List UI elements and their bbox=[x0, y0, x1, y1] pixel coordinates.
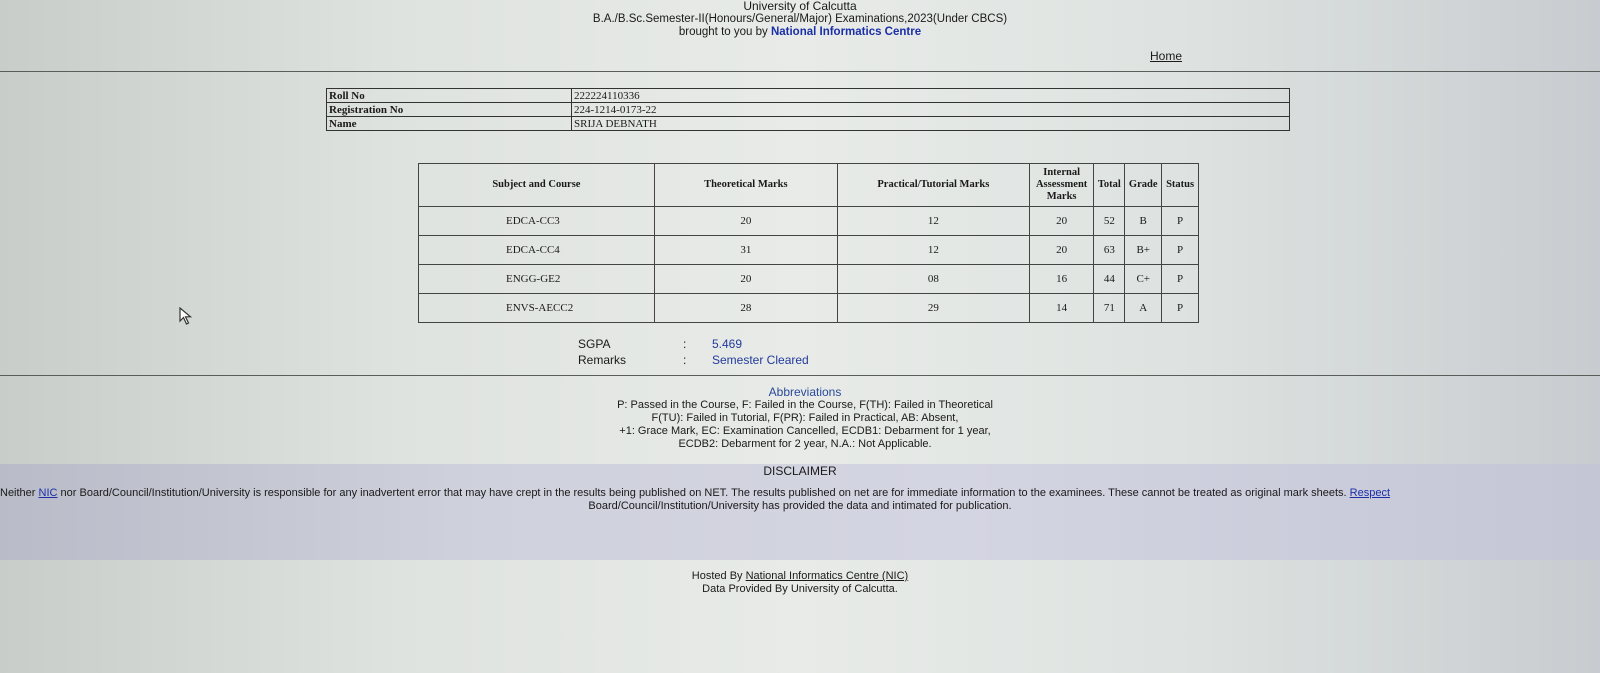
internal-cell: 20 bbox=[1029, 207, 1094, 236]
internal-cell: 14 bbox=[1029, 294, 1094, 323]
theory-cell: 20 bbox=[654, 207, 837, 236]
home-link[interactable]: Home bbox=[1150, 49, 1183, 63]
marks-table bbox=[418, 163, 1199, 323]
result-divider bbox=[0, 375, 1600, 376]
sgpa-label: SGPA bbox=[578, 337, 611, 351]
nic-disclaimer-link[interactable]: NIC bbox=[38, 487, 58, 499]
abbreviations-line: ECDB2: Debarment for 2 year, N.A.: Not Applicable. bbox=[678, 438, 932, 450]
col-total: Total bbox=[1094, 164, 1125, 207]
student-info-table bbox=[326, 88, 1290, 131]
table-row bbox=[419, 265, 1199, 294]
subject-cell: ENGG-GE2 bbox=[419, 265, 655, 294]
page-footer bbox=[0, 570, 1600, 596]
header-divider bbox=[0, 71, 1600, 72]
name-value: SRIJA DEBNATH bbox=[572, 117, 1290, 131]
internal-cell: 16 bbox=[1029, 265, 1094, 294]
status-cell: P bbox=[1162, 294, 1199, 323]
practical-cell: 29 bbox=[837, 294, 1029, 323]
abbreviations bbox=[400, 386, 1210, 451]
remarks-value: Semester Cleared bbox=[712, 353, 809, 367]
table-row bbox=[419, 294, 1199, 323]
disclaimer-pre: Neither bbox=[0, 487, 39, 499]
table-row bbox=[327, 103, 1290, 117]
nic-footer-link[interactable]: National Informatics Centre (NIC) bbox=[745, 570, 909, 582]
remarks-label: Remarks bbox=[578, 353, 627, 367]
total-cell: 52 bbox=[1094, 207, 1125, 236]
result-labels bbox=[578, 336, 626, 368]
abbreviations-title: Abbreviations bbox=[768, 385, 842, 399]
practical-cell: 12 bbox=[837, 236, 1029, 265]
total-cell: 63 bbox=[1094, 236, 1125, 265]
disclaimer-text bbox=[0, 487, 1600, 500]
theory-cell: 28 bbox=[654, 294, 837, 323]
col-theoretical: Theoretical Marks bbox=[654, 164, 837, 207]
sgpa-sep: : bbox=[683, 337, 687, 351]
status-cell: P bbox=[1162, 265, 1199, 294]
col-internal: Internal Assessment Marks bbox=[1029, 164, 1094, 207]
disclaimer-band bbox=[0, 464, 1600, 560]
table-row bbox=[327, 117, 1290, 131]
disclaimer-title: DISCLAIMER bbox=[763, 464, 837, 478]
abbreviations-line: F(TU): Failed in Tutorial, F(PR): Failed in Practical, AB: Absent, bbox=[651, 412, 959, 424]
grade-cell: B bbox=[1125, 207, 1162, 236]
theory-cell: 31 bbox=[654, 236, 837, 265]
status-cell: P bbox=[1162, 236, 1199, 265]
disclaimer-text-line2: Board/Council/Institution/University has provided the data and intimated for publication. bbox=[588, 500, 1012, 512]
registration-value: 224-1214-0173-22 bbox=[572, 103, 1290, 117]
status-cell: P bbox=[1162, 207, 1199, 236]
respect-link[interactable]: Respect bbox=[1349, 487, 1391, 499]
total-cell: 71 bbox=[1094, 294, 1125, 323]
col-status: Status bbox=[1162, 164, 1199, 207]
table-row bbox=[419, 207, 1199, 236]
grade-cell: B+ bbox=[1125, 236, 1162, 265]
roll-label: Roll No bbox=[327, 89, 572, 103]
col-practical: Practical/Tutorial Marks bbox=[837, 164, 1029, 207]
remarks-sep: : bbox=[683, 353, 687, 367]
internal-cell: 20 bbox=[1029, 236, 1094, 265]
sgpa-value: 5.469 bbox=[712, 337, 743, 351]
result-values bbox=[712, 336, 809, 368]
practical-cell: 08 bbox=[837, 265, 1029, 294]
exam-title: B.A./B.Sc.Semester-II(Honours/General/Major) Examinations,2023(Under CBCS) bbox=[592, 13, 1008, 25]
registration-label: Registration No bbox=[327, 103, 572, 117]
abbreviations-line: +1: Grace Mark, EC: Examination Cancelled, ECDB1: Debarment for 1 year, bbox=[619, 425, 991, 437]
hosted-prefix: Hosted By bbox=[691, 570, 746, 582]
mouse-cursor-icon bbox=[179, 307, 193, 325]
result-separators bbox=[683, 336, 686, 368]
col-subject: Subject and Course bbox=[419, 164, 655, 207]
brought-by bbox=[0, 26, 1600, 39]
grade-cell: C+ bbox=[1125, 265, 1162, 294]
roll-value: 222224110336 bbox=[572, 89, 1290, 103]
university-title: University of Calcutta bbox=[743, 0, 857, 13]
total-cell: 44 bbox=[1094, 265, 1125, 294]
col-grade: Grade bbox=[1125, 164, 1162, 207]
abbreviations-line: P: Passed in the Course, F: Failed in the Course, F(TH): Failed in Theoretical bbox=[617, 399, 993, 411]
subject-cell: EDCA-CC4 bbox=[419, 236, 655, 265]
practical-cell: 12 bbox=[837, 207, 1029, 236]
theory-cell: 20 bbox=[654, 265, 837, 294]
table-row bbox=[327, 89, 1290, 103]
page-header bbox=[0, 0, 1600, 39]
data-provided: Data Provided By University of Calcutta. bbox=[702, 583, 898, 595]
nic-link[interactable]: National Informatics Centre bbox=[770, 26, 922, 38]
grade-cell: A bbox=[1125, 294, 1162, 323]
brought-prefix: brought to you by bbox=[678, 26, 771, 38]
hosted-by bbox=[0, 570, 1600, 583]
table-row bbox=[419, 236, 1199, 265]
marks-header-row bbox=[419, 164, 1199, 207]
subject-cell: ENVS-AECC2 bbox=[419, 294, 655, 323]
name-label: Name bbox=[327, 117, 572, 131]
subject-cell: EDCA-CC3 bbox=[419, 207, 655, 236]
disclaimer-mid: nor Board/Council/Institution/University is responsible for any inadvertent error that may have crept in the results being published on NET. The results published on net are for immediate information to the examinees. These cannot be treated as original mark sheets. bbox=[57, 487, 1350, 499]
